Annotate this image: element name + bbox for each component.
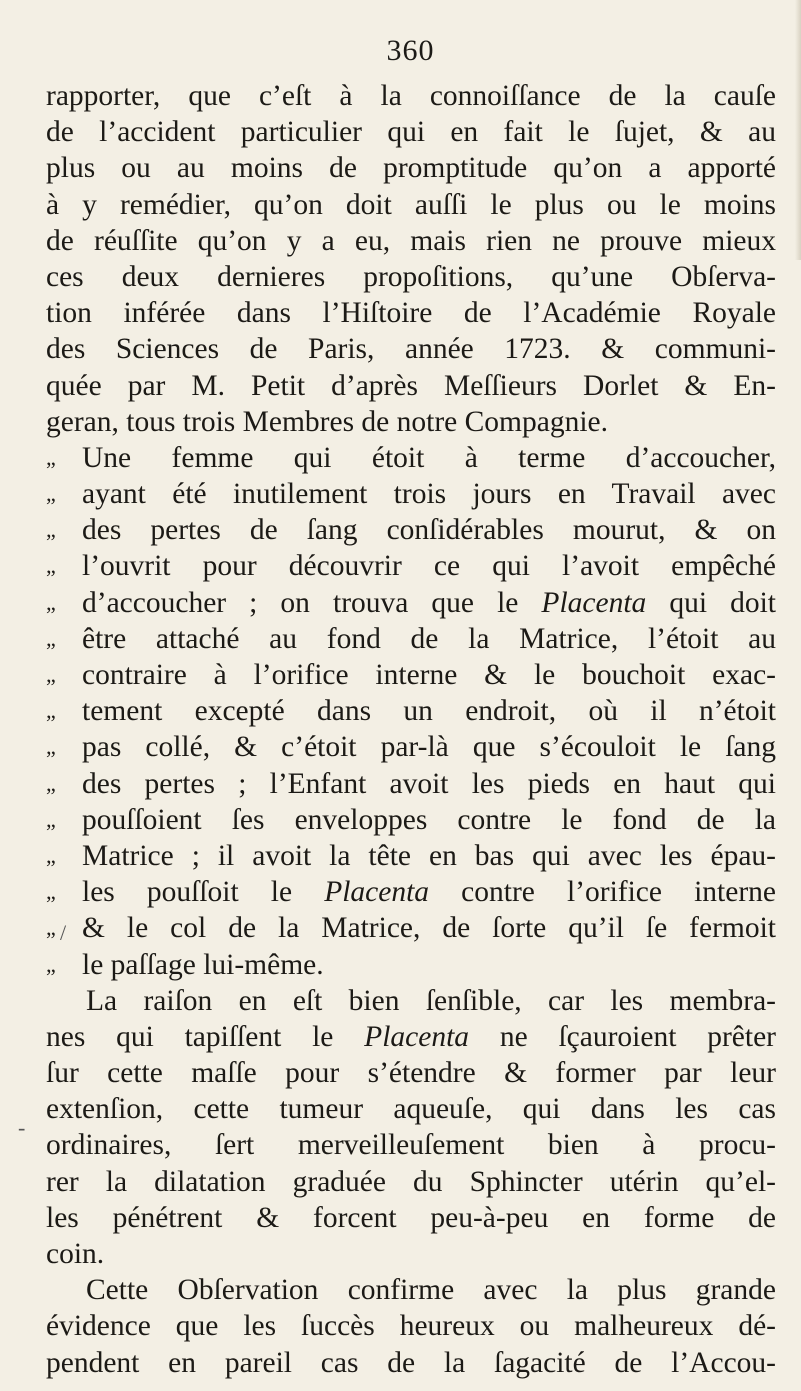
text-line <box>46 621 776 657</box>
quote-mark: „ <box>46 734 56 760</box>
quote-text: pas collé, & c’étoit par-là que s’écouloit le ſang <box>82 731 776 764</box>
text-line <box>46 1019 776 1055</box>
quote-mark: „ <box>46 915 56 941</box>
text-line <box>46 910 776 946</box>
text-line: La raiſon en eſt bien ſenſible, car les membra- <box>86 984 776 1017</box>
quote-text: être attaché au fond de la Matrice, l’étoit au <box>82 622 776 655</box>
text-line <box>46 548 776 584</box>
quote-text: contraire à l’orifice interne & le bouchoit exac- <box>82 659 776 691</box>
quote-mark: „ <box>46 879 56 905</box>
quote-text: ayant été inutilement trois jours en Travail avec <box>82 478 776 511</box>
quote-text: l’ouvrit pour découvrir ce qui l’avoit empêché <box>82 550 776 583</box>
quote-text: Matrice ; il avoit la tête en bas qui avec les épau- <box>82 839 776 872</box>
italic-term: Placenta <box>541 586 647 619</box>
quote-text: des pertes ; l’Enfant avoit les pieds en haut qui <box>82 767 776 800</box>
text-line: rer la dilatation graduée du Sphincter utérin qu’el- <box>46 1165 776 1198</box>
text-line: quée par M. Petit d’après Meſſieurs Dorlet & En- <box>46 369 776 402</box>
text-line <box>46 476 776 512</box>
text-run: les pouſſoit le <box>82 876 325 909</box>
text-line: de l’accident particulier qui en fait le ſujet, & au <box>46 116 776 149</box>
quote-mark: „ <box>46 698 56 724</box>
text-line: ſur cette maſſe pour s’étendre & former par leur <box>46 1057 776 1090</box>
quote-text: pouſſoient ſes enveloppes contre le fond de la <box>82 803 776 836</box>
quote-text <box>82 874 776 910</box>
text-line <box>46 947 776 983</box>
quote-text: le paſſage lui-même. <box>82 948 324 981</box>
text-line: de réuſſite qu’on y a eu, mais rien ne prouve mieux <box>46 224 776 257</box>
quote-mark: „ <box>46 625 56 651</box>
quote-mark: „ <box>46 951 56 977</box>
quote-mark: „ <box>46 806 56 832</box>
quote-text: des pertes de ſang conſidérables mourut, & on <box>82 514 776 547</box>
text-line: tion inférée dans l’Hiſtoire de l’Académie Royale <box>46 297 776 330</box>
quote-text: Une femme qui étoit à terme d’accoucher, <box>82 441 776 474</box>
text-run: d’accoucher ; on trouva que le <box>82 586 542 619</box>
text-line: des Sciences de Paris, année 1723. & communi- <box>46 333 776 366</box>
text-line: Cette Obſervation confirme avec la plus grande <box>86 1274 776 1307</box>
text-line: coin. <box>46 1238 105 1270</box>
text-line: les pénétrent & forcent peu-à-peu en forme de <box>46 1201 776 1234</box>
text-line: geran, tous trois Membres de notre Compagnie. <box>46 405 609 438</box>
text-line: pendent en pareil cas de la ſagacité de l’Accou- <box>46 1346 776 1379</box>
page-number: 360 <box>386 34 435 67</box>
quote-mark: „ <box>46 662 56 687</box>
text-line <box>46 585 776 621</box>
text-line <box>46 874 776 910</box>
quote-text: & le col de la Matrice, de ſorte qu’il ſe fermoit <box>82 912 776 945</box>
quote-mark: „ <box>46 589 56 615</box>
text-line: rapporter, que c’eſt à la connoiſſance de la cauſe <box>46 80 776 112</box>
text-line: ces deux dernieres propoſitions, qu’une Obſerva- <box>46 260 776 293</box>
text-run: ne ſçauroient prêter <box>469 1020 776 1053</box>
text-line <box>46 440 776 476</box>
italic-term: Placenta <box>364 1020 470 1053</box>
text-line <box>46 766 776 802</box>
quote-mark: „ <box>46 553 56 579</box>
text-run: nes qui tapiſſent le <box>46 1020 365 1053</box>
text-line <box>46 693 776 729</box>
text-line <box>46 802 776 838</box>
quote-mark: „ <box>46 770 56 796</box>
text-line <box>46 657 776 693</box>
margin-dash-mark: - <box>18 1115 26 1140</box>
quote-mark: „ <box>46 481 56 507</box>
text-line: à y remédier, qu’on doit auſſi le plus ou le moins <box>46 188 776 221</box>
text-line <box>46 838 776 874</box>
text-line: extenſion, cette tumeur aqueuſe, qui dans les cas <box>46 1093 776 1126</box>
text-run: qui doit <box>646 586 776 619</box>
text-line: évidence que les ſuccès heureux ou malheureux dé- <box>46 1310 776 1343</box>
quote-text <box>82 585 776 621</box>
quote-text: tement excepté dans un endroit, où il n’étoit <box>82 695 776 728</box>
text-line: plus ou au moins de promptitude qu’on a apporté <box>46 152 776 185</box>
quote-mark: „ <box>46 517 56 543</box>
italic-term: Placenta <box>324 876 430 909</box>
text-line: ordinaires, ſert merveilleuſement bien à procu- <box>46 1129 776 1162</box>
margin-slash-mark: / <box>60 920 67 945</box>
quote-mark: „ <box>46 842 56 868</box>
body-text <box>46 78 776 1381</box>
quote-mark: „ <box>46 444 56 470</box>
text-run: contre l’orifice interne <box>429 876 776 909</box>
text-line <box>46 512 776 548</box>
text-line <box>46 729 776 765</box>
